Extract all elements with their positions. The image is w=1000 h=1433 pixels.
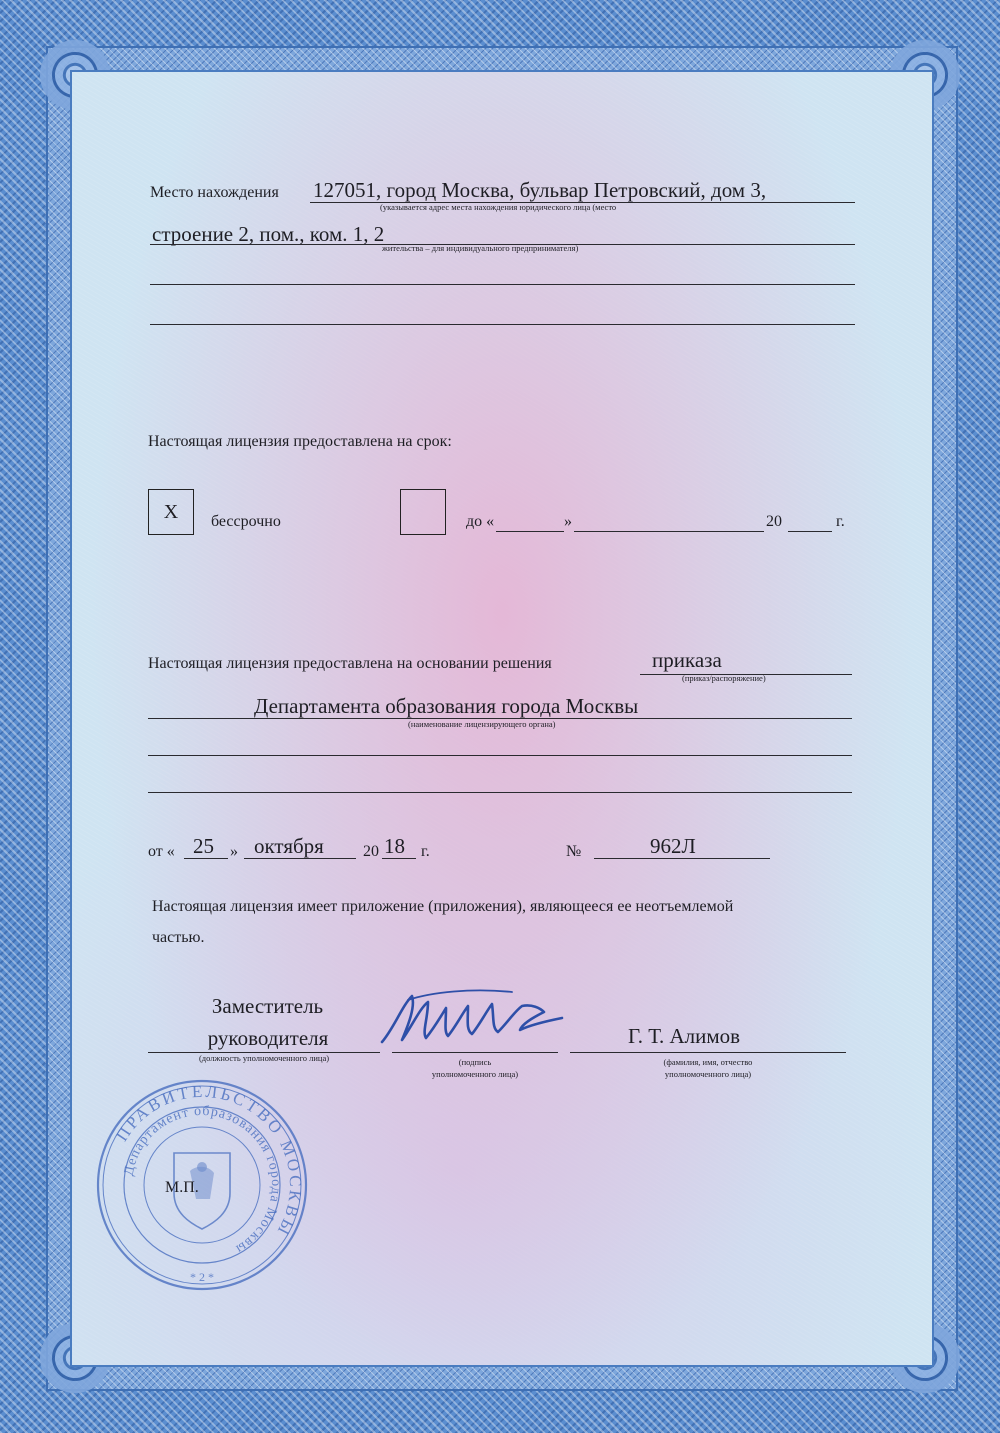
date-from-prefix: от « — [148, 843, 175, 860]
decision-type-value: приказа — [652, 648, 722, 672]
until-checkbox — [400, 489, 446, 535]
date-day-underline — [184, 858, 228, 859]
number-underline — [594, 858, 770, 859]
name-underline — [570, 1052, 846, 1053]
location-line2-value: строение 2, пом., ком. 1, 2 — [152, 222, 385, 246]
unlimited-label: бессрочно — [211, 513, 281, 530]
date-quote-close: » — [230, 843, 238, 860]
until-prefix: до « — [466, 513, 495, 530]
position-hint: (должность уполномоченного лица) — [198, 1053, 330, 1063]
location-hint2: жительства – для индивидуального предпринимателя) — [382, 243, 579, 253]
until-year-prefix: 20 — [766, 513, 782, 530]
handwritten-signature — [372, 978, 582, 1058]
name-hint-line2: уполномоченного лица) — [664, 1069, 752, 1079]
location-line1-value: 127051, город Москва, бульвар Петровский, дом 3, — [313, 178, 767, 202]
date-month-underline — [244, 858, 356, 859]
until-year-underline — [788, 531, 832, 532]
date-year-prefix: 20 — [363, 843, 379, 860]
authority-hint: (наименование лицензирующего органа) — [408, 719, 556, 729]
term-heading: Настоящая лицензия предоставлена на срок: — [148, 433, 452, 450]
official-seal — [92, 1075, 312, 1295]
authority-value: Департамента образования города Москвы — [254, 694, 639, 718]
number-label: № — [566, 843, 582, 860]
signature-hint-line1: (подпись — [458, 1057, 492, 1067]
appendix-text-line2: частью. — [152, 929, 205, 946]
date-year-value: 18 — [384, 834, 405, 858]
date-month-value: октября — [254, 834, 324, 858]
basis-label: Настоящая лицензия предоставлена на основании решения — [148, 655, 552, 672]
date-day-value: 25 — [193, 834, 214, 858]
until-day-underline — [496, 531, 564, 532]
position-line1: Заместитель — [211, 994, 324, 1018]
signatory-name: Г. Т. Алимов — [628, 1024, 741, 1048]
authority-line3-underline — [148, 792, 852, 793]
number-value: 962Л — [650, 834, 696, 858]
mp-label: М.П. — [165, 1179, 199, 1196]
location-line4-underline — [150, 324, 855, 325]
unlimited-checkbox: X — [148, 489, 194, 535]
until-quote-close: » — [564, 513, 572, 530]
name-hint-line1: (фамилия, имя, отчество — [663, 1057, 753, 1067]
date-year-suffix: г. — [421, 843, 430, 860]
signature-hint-line2: уполномоченного лица) — [431, 1069, 519, 1079]
seal-number: * 2 * — [190, 1270, 214, 1284]
seal-outer-text: ПРАВИТЕЛЬСТВО МОСКВЫ — [112, 1081, 306, 1241]
location-line3-underline — [150, 284, 855, 285]
until-month-underline — [574, 531, 764, 532]
date-year-underline — [382, 858, 416, 859]
appendix-text-line1: Настоящая лицензия имеет приложение (приложения), являющееся ее неотъемлемой — [152, 898, 734, 915]
authority-line2-underline — [148, 755, 852, 756]
decision-type-hint: (приказ/распоряжение) — [682, 673, 766, 683]
seal-inner-text: Департамент образования города Москвы — [121, 1103, 284, 1257]
location-label: Место нахождения — [150, 184, 279, 201]
location-hint1: (указывается адрес места нахождения юридического лица (место — [380, 202, 617, 212]
until-year-suffix: г. — [836, 513, 845, 530]
position-line2: руководителя — [207, 1026, 329, 1050]
